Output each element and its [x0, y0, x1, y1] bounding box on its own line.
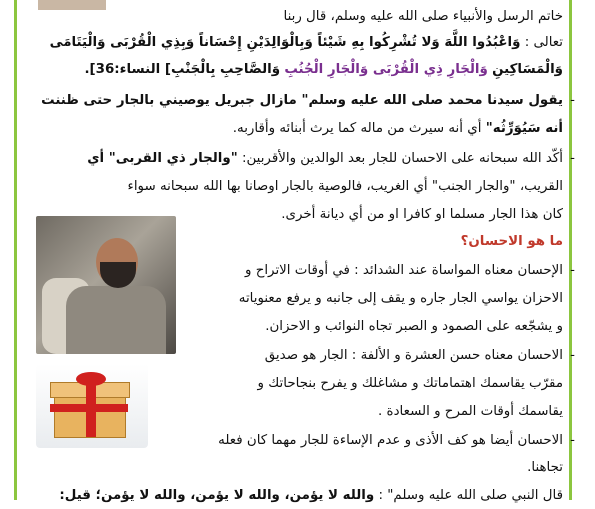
- text-line: مقرّب يقاسمك اهتماماتك و مشاغلك و يفرح بنجاحاتك و: [257, 376, 563, 391]
- verse-line-2: [84, 57, 563, 83]
- article-body: [30, 0, 563, 503]
- verse-reference: وَالصَّاحِبِ بِالْجَنْبِ] النساء:36].: [84, 62, 281, 77]
- text-line: خاتم الرسل والأنبياء صلى الله عليه وسلم، قال ربنا: [283, 9, 563, 24]
- bullet-hadith-cont: [233, 116, 563, 142]
- text-line: تجاهنا.: [527, 460, 563, 475]
- bullet-hadith: [41, 88, 563, 114]
- hadith-explanation: أي أنه سيرث من ماله كما يرث أبنائه وأقاربه.: [232, 121, 482, 136]
- hadith-text: يقول سيدنا محمد صلى الله عليه وسلم" مازال جبريل يوصيني بالجار حتى ظننت: [41, 93, 563, 108]
- bullet-companionship: - الاحسان معناه حسن العشرة و الألفة : الجار هو صديق: [265, 343, 563, 369]
- bullet-consolation: - الإحسان معناه المواساة عند الشدائد : في أوقات الاتراح و: [245, 258, 563, 284]
- hadith-text: والله لا يؤمن، والله لا يؤمن، والله لا يؤمن؛ قيل:: [59, 488, 375, 503]
- verse-text: وَاعْبُدُوا اللَّهَ وَلا تُشْرِكُوا بِهِ شَيْئاً وَبِالْوَالِدَيْنِ إِحْسَاناً وَبِذِي الْقُرْبَى وَالْيَتَامَى: [49, 35, 521, 50]
- emphasis-text: أكّد الله سبحانه على الاحسان للجار بعد الوالدين والأقربين:: [237, 151, 563, 166]
- bullet-no-harm: - الاحسان أيضا هو كف الأذى و عدم الإساءة للجار مهما كان فعله: [218, 428, 563, 454]
- verse-intro: تعالى :: [524, 35, 563, 50]
- text-line: الاحزان يواسي الجار جاره و يقف إلى جانبه و يرفع معنوياته: [238, 291, 563, 306]
- text-line: و يشجّعه على الصمود و الصبر تجاه النوائب و الاحزان.: [265, 319, 563, 334]
- section-heading: ما هو الاحسان؟: [460, 234, 563, 249]
- text-line: كان هذا الجار مسلما او كافرا او من أي ديانة أخرى.: [281, 207, 563, 222]
- bullet-emphasis: [87, 146, 563, 172]
- hadith-text: أنه سَيُوَرِّثُه": [485, 121, 563, 136]
- verse-text: وَالْمَسَاكِينِ: [492, 62, 563, 77]
- emphasis-quote: "والجار ذي القربى" أي: [87, 151, 238, 166]
- text-line: يقاسمك أوقات المرح و السعادة .: [378, 404, 563, 419]
- hadith-line-last: [59, 483, 563, 509]
- hadith-intro: قال النبي صلى الله عليه وسلم" :: [378, 488, 563, 503]
- verse-line-1: [50, 30, 563, 56]
- verse-highlight: وَالْجَارِ ذِي الْقُرْبَى وَالْجَارِ الْجُنُبِ: [284, 62, 488, 77]
- text-line: القريب، "والجار الجنب" أي الغريب، فالوصية بالجار اوصانا بها الله سبحانه سواء: [127, 179, 563, 194]
